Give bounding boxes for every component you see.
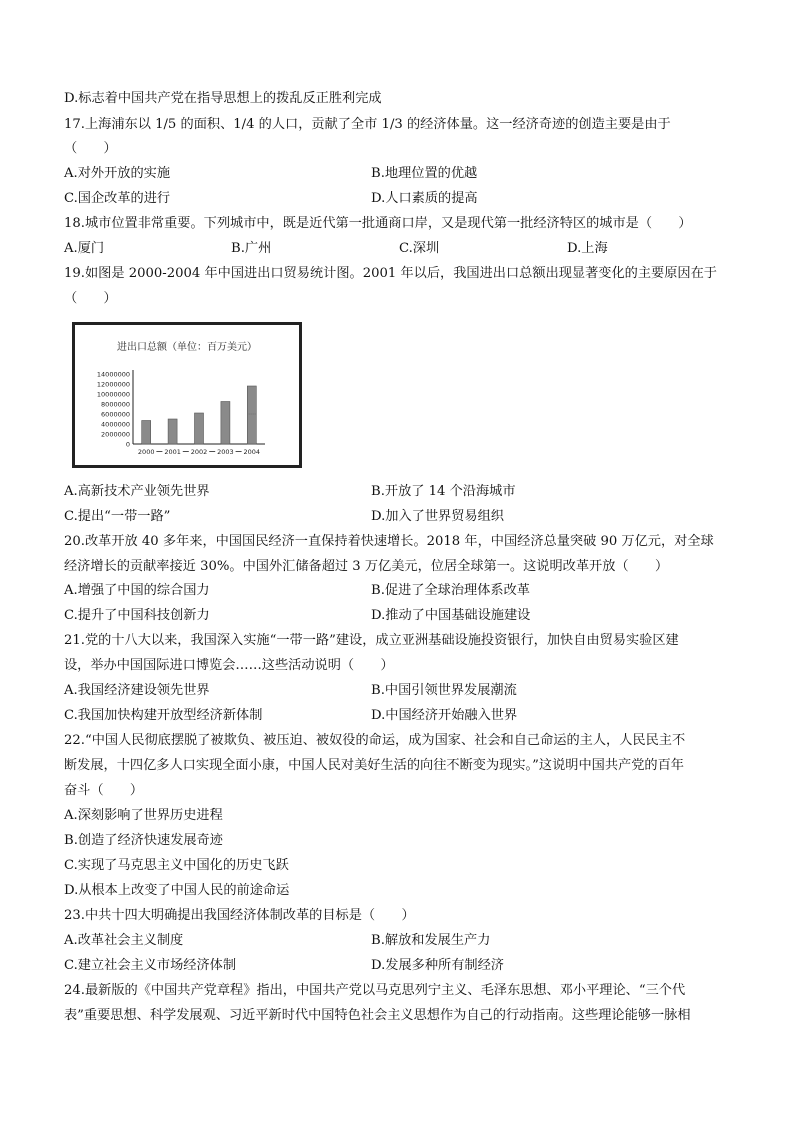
q19-option-d: D.加入了世界贸易组织 bbox=[371, 509, 504, 524]
y-tick-label: 12000000 bbox=[96, 380, 130, 389]
q18-option-b: B.广州 bbox=[231, 241, 272, 256]
bar-2003 bbox=[221, 402, 230, 445]
q23-option-c: C.建立社会主义市场经济体制 bbox=[64, 958, 237, 973]
q18-option-c: C.深圳 bbox=[399, 241, 440, 256]
trade-bar-chart bbox=[75, 325, 299, 465]
bar-2002 bbox=[195, 413, 204, 444]
x-tick-label: 2000 bbox=[137, 448, 155, 456]
q22-option-d: D.从根本上改变了中国人民的前途命运 bbox=[64, 883, 290, 898]
x-tick-label: 2001 bbox=[164, 448, 181, 456]
q17-option-c: C.国企改革的进行 bbox=[64, 191, 171, 206]
q20-option-a: A.增强了中国的综合国力 bbox=[64, 583, 210, 598]
q17-option-a: A.对外开放的实施 bbox=[64, 166, 171, 181]
q21-stem-line1: 21.党的十八大以来，我国深入实施“一带一路”建设，成立亚洲基础设施投资银行，加快自由贸易实验区建 bbox=[64, 633, 679, 648]
q19-option-c: C.提出“一带一路” bbox=[64, 509, 171, 524]
bar-2001 bbox=[168, 419, 177, 444]
y-tick-label: 6000000 bbox=[101, 410, 130, 419]
q22-option-a: A.深刻影响了世界历史进程 bbox=[64, 808, 223, 823]
y-tick-label: 14000000 bbox=[96, 370, 130, 379]
x-tick-label: 2002 bbox=[190, 448, 208, 456]
q22-stem-line1: 22.“中国人民彻底摆脱了被欺负、被压迫、被奴役的命运，成为国家、社会和自己命运的主人，人民民主不 bbox=[64, 733, 686, 748]
y-tick-label: 2000000 bbox=[101, 430, 130, 439]
q21-option-a: A.我国经济建设领先世界 bbox=[64, 683, 210, 698]
x-tick-label: 2004 bbox=[243, 448, 261, 456]
q17-option-b: B.地理位置的优越 bbox=[371, 166, 478, 181]
q19-stem-line1: 19.如图是 2000-2004 年中国进出口贸易统计图。2001 年以后，我国进出口总额出现显著变化的主要原因在于 bbox=[64, 266, 717, 281]
q20-option-b: B.促进了全球治理体系改革 bbox=[371, 583, 530, 598]
q20-stem-line2: 经济增长的贡献率接近 30%。中国外汇储备超过 3 万亿美元，位居全球第一。这说明改革开放（ ） bbox=[64, 559, 669, 574]
y-tick-label: 8000000 bbox=[101, 400, 130, 409]
q24-stem-line1: 24.最新版的《中国共产党章程》指出，中国共产党以马克思列宁主义、毛泽东思想、邓小平理论、“三个代 bbox=[64, 983, 686, 998]
bar-2004 bbox=[247, 386, 256, 444]
q18-option-d: D.上海 bbox=[567, 241, 608, 256]
q23-stem: 23.中共十四大明确提出我国经济体制改革的目标是（ ） bbox=[64, 908, 415, 923]
q23-option-d: D.发展多种所有制经济 bbox=[371, 958, 504, 973]
trade-chart-figure bbox=[72, 322, 302, 468]
y-tick-label: 10000000 bbox=[96, 390, 130, 399]
x-tick-label: 2003 bbox=[217, 448, 234, 456]
q17-option-d: D.人口素质的提高 bbox=[371, 191, 478, 206]
bar-2000 bbox=[142, 421, 151, 445]
q22-stem-line2: 断发展，十四亿多人口实现全面小康，中国人民对美好生活的向往不断变为现实。”这说明中国共产党的百年 bbox=[64, 758, 684, 773]
q22-option-b: B.创造了经济快速发展奇迹 bbox=[64, 833, 223, 848]
q19-stem-line2: （ ） bbox=[64, 291, 117, 306]
q20-stem-line1: 20.改革开放 40 多年来，中国国民经济一直保持着快速增长。2018 年，中国经济总量突破 90 万亿元，对全球 bbox=[64, 534, 714, 549]
q20-option-c: C.提升了中国科技创新力 bbox=[64, 608, 210, 623]
chart-title: 进出口总额（单位：百万美元） bbox=[117, 342, 257, 353]
q19-option-a: A.高新技术产业领先世界 bbox=[64, 484, 210, 499]
q19-option-b: B.开放了 14 个沿海城市 bbox=[371, 484, 516, 499]
q17-stem-line2: （ ） bbox=[64, 141, 117, 156]
y-tick-label: 4000000 bbox=[101, 420, 130, 429]
q21-option-c: C.我国加快构建开放型经济新体制 bbox=[64, 708, 263, 723]
q18-stem: 18.城市位置非常重要。下列城市中，既是近代第一批通商口岸，又是现代第一批经济特区的城市是（ ） bbox=[64, 216, 692, 231]
q24-stem-line2: 表”重要思想、科学发展观、习近平新时代中国特色社会主义思想作为自己的行动指南。这些理论能够一脉相 bbox=[64, 1008, 691, 1023]
q23-option-a: A.改革社会主义制度 bbox=[64, 933, 184, 948]
y-tick-label: 0 bbox=[125, 440, 130, 449]
q20-option-d: D.推动了中国基础设施建设 bbox=[371, 608, 531, 623]
q17-stem-line1: 17.上海浦东以 1/5 的面积、1/4 的人口，贡献了全市 1/3 的经济体量。这一经济奇迹的创造主要是由于 bbox=[64, 117, 671, 132]
q22-option-c: C.实现了马克思主义中国化的历史飞跃 bbox=[64, 858, 289, 873]
q21-stem-line2: 设，举办中国国际进口博览会……这些活动说明（ ） bbox=[64, 658, 394, 673]
q16-option-d: D.标志着中国共产党在指导思想上的拨乱反正胜利完成 bbox=[64, 91, 382, 106]
q18-option-a: A.厦门 bbox=[64, 241, 105, 256]
q22-stem-line3: 奋斗（ ） bbox=[64, 783, 144, 798]
q23-option-b: B.解放和发展生产力 bbox=[371, 933, 491, 948]
q21-option-b: B.中国引领世界发展潮流 bbox=[371, 683, 517, 698]
q21-option-d: D.中国经济开始融入世界 bbox=[371, 708, 518, 723]
